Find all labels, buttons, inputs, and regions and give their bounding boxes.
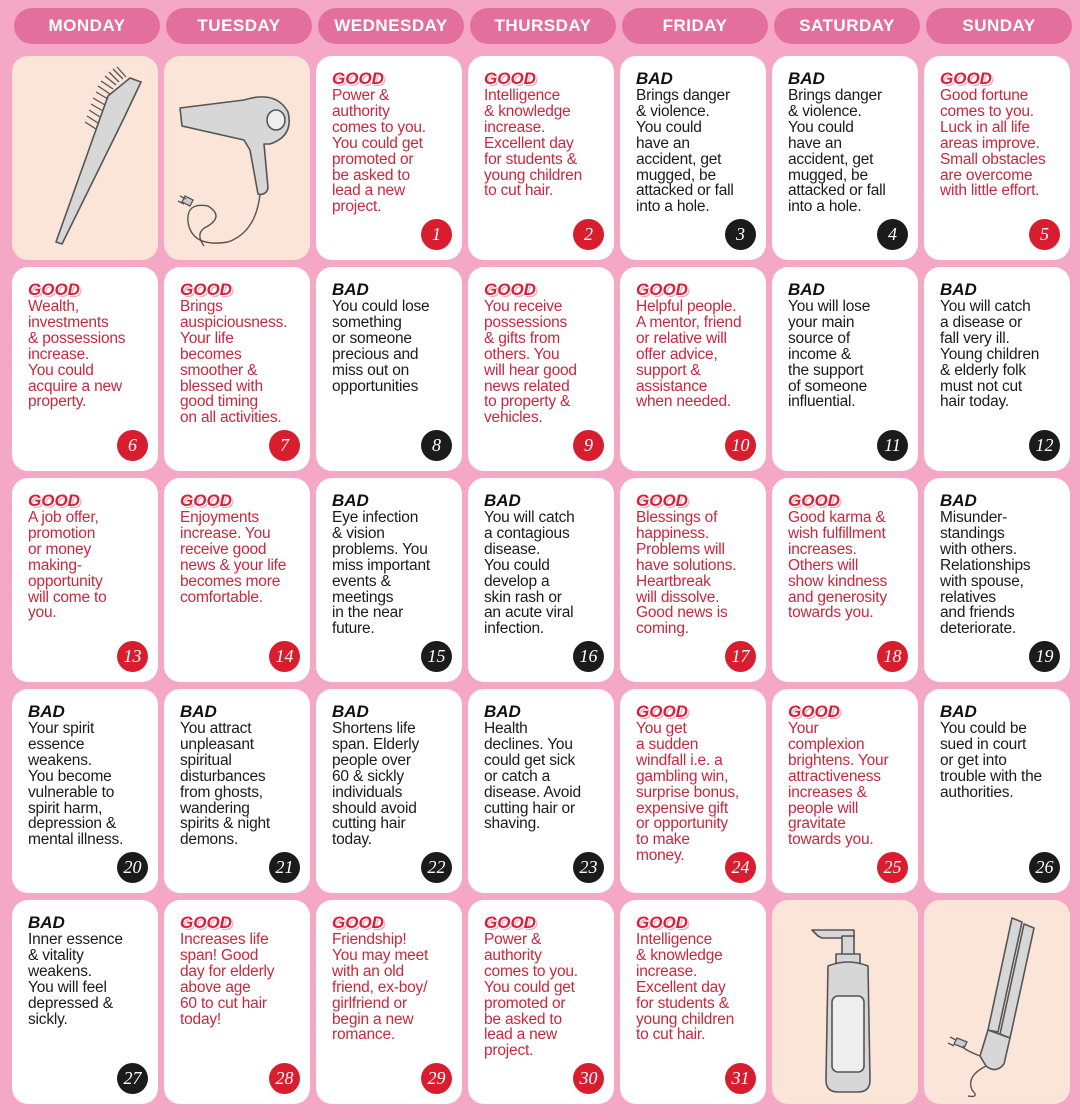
day-cell-5 — [924, 56, 1070, 260]
day-description: Inner essence & vitality weakens. You will feel depressed & sickly. — [28, 931, 123, 1028]
verdict-label: GOOD — [788, 702, 840, 721]
hair-straightener-icon — [924, 900, 1070, 1104]
day-description: You could be sued in court or get into trouble with the authorities. — [940, 720, 1042, 801]
weekday-sunday: SUNDAY — [926, 8, 1072, 44]
verdict-label: BAD — [28, 913, 65, 932]
day-cell-15 — [316, 478, 462, 682]
day-cell-9 — [468, 267, 614, 471]
verdict-label: BAD — [788, 280, 825, 299]
day-description: Good fortune comes to you. Luck in all life areas improve. Small obstacles are overcome with little effort. — [940, 87, 1046, 200]
day-description: You receive possessions & gifts from others. You will hear good news related to property & vehicles. — [484, 298, 577, 427]
verdict-label: BAD — [940, 702, 977, 721]
day-number-badge: 15 — [421, 641, 452, 672]
day-description: Health declines. You could get sick or catch a disease. Avoid cutting hair or shaving. — [484, 720, 581, 833]
day-description: Friendship! You may meet with an old friend, ex-boy/ girlfriend or begin a new romance. — [332, 931, 429, 1044]
day-cell-29 — [316, 900, 462, 1104]
day-cell-22 — [316, 689, 462, 893]
day-number-badge: 12 — [1029, 430, 1060, 461]
verdict-label: GOOD — [332, 69, 384, 88]
day-cell-13 — [12, 478, 158, 682]
day-cell-14 — [164, 478, 310, 682]
verdict-label: GOOD — [484, 69, 536, 88]
decorative-image-cell — [12, 56, 158, 260]
day-number-badge: 1 — [421, 219, 452, 250]
day-description: Eye infection & vision problems. You miss important events & meetings in the near future. — [332, 509, 430, 638]
verdict-label: BAD — [484, 491, 521, 510]
decorative-image-cell — [164, 56, 310, 260]
verdict-label: GOOD — [636, 280, 688, 299]
day-description: You will lose your main source of income & the support of someone influential. — [788, 298, 871, 411]
day-description: Power & authority comes to you. You could get promoted or be asked to lead a new project. — [484, 931, 578, 1060]
verdict-label: GOOD — [636, 491, 688, 510]
day-description: You get a sudden windfall i.e. a gambling win, surprise bonus, expensive gift or opportunity to make money. — [636, 720, 739, 865]
day-number-badge: 24 — [725, 852, 756, 883]
verdict-label: BAD — [940, 491, 977, 510]
verdict-label: GOOD — [180, 491, 232, 510]
verdict-label: GOOD — [180, 913, 232, 932]
day-number-badge: 9 — [573, 430, 604, 461]
comb-icon — [12, 56, 158, 260]
weekday-monday: MONDAY — [14, 8, 160, 44]
day-number-badge: 4 — [877, 219, 908, 250]
verdict-label: BAD — [180, 702, 217, 721]
verdict-label: BAD — [940, 280, 977, 299]
verdict-label: BAD — [332, 702, 369, 721]
day-description: Misunder- standings with others. Relationships with spouse, relatives and friends deteriorate. — [940, 509, 1031, 638]
day-cell-3 — [620, 56, 766, 260]
day-number-badge: 8 — [421, 430, 452, 461]
day-cell-27 — [12, 900, 158, 1104]
verdict-label: GOOD — [484, 280, 536, 299]
weekday-tuesday: TUESDAY — [166, 8, 312, 44]
day-number-badge: 2 — [573, 219, 604, 250]
day-number-badge: 26 — [1029, 852, 1060, 883]
day-description: You attract unpleasant spiritual disturbances from ghosts, wandering spirits & night demons. — [180, 720, 271, 849]
weekday-friday: FRIDAY — [622, 8, 768, 44]
day-cell-10 — [620, 267, 766, 471]
day-number-badge: 17 — [725, 641, 756, 672]
day-description: Blessings of happiness. Problems will have solutions. Heartbreak will dissolve. Good news is coming. — [636, 509, 737, 638]
verdict-label: BAD — [28, 702, 65, 721]
day-number-badge: 22 — [421, 852, 452, 883]
day-description: Brings auspiciousness. Your life becomes smoother & blessed with good timing on all activities. — [180, 298, 288, 427]
verdict-label: GOOD — [28, 280, 80, 299]
day-number-badge: 28 — [269, 1063, 300, 1094]
day-description: Power & authority comes to you. You could get promoted or be asked to lead a new project. — [332, 87, 426, 216]
day-description: Increases life span! Good day for elderly above age 60 to cut hair today! — [180, 931, 275, 1028]
verdict-label: BAD — [636, 69, 673, 88]
verdict-label: BAD — [332, 280, 369, 299]
day-description: Enjoyments increase. You receive good news & your life becomes more comfortable. — [180, 509, 287, 606]
day-description: Wealth, investments & possessions increase. You could acquire a new property. — [28, 298, 126, 411]
day-number-badge: 23 — [573, 852, 604, 883]
day-cell-20 — [12, 689, 158, 893]
day-cell-25 — [772, 689, 918, 893]
day-description: Helpful people. A mentor, friend or relative will offer advice, support & assistance when needed. — [636, 298, 742, 411]
day-cell-18 — [772, 478, 918, 682]
day-cell-24 — [620, 689, 766, 893]
verdict-label: GOOD — [940, 69, 992, 88]
calendar-grid — [12, 56, 1070, 1104]
day-number-badge: 29 — [421, 1063, 452, 1094]
decorative-image-cell — [772, 900, 918, 1104]
day-cell-26 — [924, 689, 1070, 893]
day-cell-11 — [772, 267, 918, 471]
day-description: You could lose something or someone precious and miss out on opportunities — [332, 298, 430, 395]
day-description: Your spirit essence weakens. You become vulnerable to spirit harm, depression & mental illness. — [28, 720, 124, 849]
day-cell-23 — [468, 689, 614, 893]
day-cell-12 — [924, 267, 1070, 471]
day-cell-2 — [468, 56, 614, 260]
day-number-badge: 20 — [117, 852, 148, 883]
day-description: Your complexion brightens. Your attractiveness increases & people will gravitate towards you. — [788, 720, 889, 849]
verdict-label: BAD — [788, 69, 825, 88]
day-number-badge: 13 — [117, 641, 148, 672]
day-number-badge: 3 — [725, 219, 756, 250]
day-number-badge: 16 — [573, 641, 604, 672]
verdict-label: GOOD — [28, 491, 80, 510]
day-number-badge: 5 — [1029, 219, 1060, 250]
day-description: Good karma & wish fulfillment increases. Others will show kindness and generosity towards you. — [788, 509, 888, 622]
day-cell-16 — [468, 478, 614, 682]
day-number-badge: 6 — [117, 430, 148, 461]
day-number-badge: 19 — [1029, 641, 1060, 672]
day-cell-19 — [924, 478, 1070, 682]
day-cell-1 — [316, 56, 462, 260]
day-number-badge: 7 — [269, 430, 300, 461]
verdict-label: GOOD — [332, 913, 384, 932]
day-cell-7 — [164, 267, 310, 471]
verdict-label: GOOD — [180, 280, 232, 299]
verdict-label: BAD — [332, 491, 369, 510]
weekday-wednesday: WEDNESDAY — [318, 8, 464, 44]
verdict-label: GOOD — [636, 913, 688, 932]
day-description: Shortens life span. Elderly people over 60 & sickly individuals should avoid cutting hair today. — [332, 720, 420, 849]
day-cell-8 — [316, 267, 462, 471]
day-description: Intelligence & knowledge increase. Excellent day for students & young children to cut hair. — [636, 931, 735, 1044]
verdict-label: GOOD — [484, 913, 536, 932]
weekday-thursday: THURSDAY — [470, 8, 616, 44]
day-number-badge: 25 — [877, 852, 908, 883]
day-cell-28 — [164, 900, 310, 1104]
day-description: Brings danger & violence. You could have an accident, get mugged, be attacked or fall into a hole. — [636, 87, 734, 216]
weekday-header-row — [14, 8, 1072, 44]
day-number-badge: 27 — [117, 1063, 148, 1094]
verdict-label: GOOD — [636, 702, 688, 721]
day-description: Intelligence & knowledge increase. Excellent day for students & young children to cut hair. — [484, 87, 583, 200]
verdict-label: BAD — [484, 702, 521, 721]
weekday-saturday: SATURDAY — [774, 8, 920, 44]
day-number-badge: 18 — [877, 641, 908, 672]
day-number-badge: 31 — [725, 1063, 756, 1094]
day-cell-21 — [164, 689, 310, 893]
day-number-badge: 11 — [877, 430, 908, 461]
day-cell-31 — [620, 900, 766, 1104]
day-cell-4 — [772, 56, 918, 260]
day-number-badge: 21 — [269, 852, 300, 883]
day-cell-17 — [620, 478, 766, 682]
day-number-badge: 14 — [269, 641, 300, 672]
verdict-label: GOOD — [788, 491, 840, 510]
day-cell-6 — [12, 267, 158, 471]
day-cell-30 — [468, 900, 614, 1104]
day-description: You will catch a disease or fall very ill. Young children & elderly folk must not cut hair today. — [940, 298, 1040, 411]
day-description: A job offer, promotion or money making- opportunity will come to you. — [28, 509, 107, 622]
day-number-badge: 10 — [725, 430, 756, 461]
hair-dryer-icon — [164, 56, 310, 260]
decorative-image-cell — [924, 900, 1070, 1104]
day-number-badge: 30 — [573, 1063, 604, 1094]
lotion-bottle-icon — [772, 900, 918, 1104]
day-description: You will catch a contagious disease. You could develop a skin rash or an acute viral infection. — [484, 509, 575, 638]
day-description: Brings danger & violence. You could have an accident, get mugged, be attacked or fall into a hole. — [788, 87, 886, 216]
